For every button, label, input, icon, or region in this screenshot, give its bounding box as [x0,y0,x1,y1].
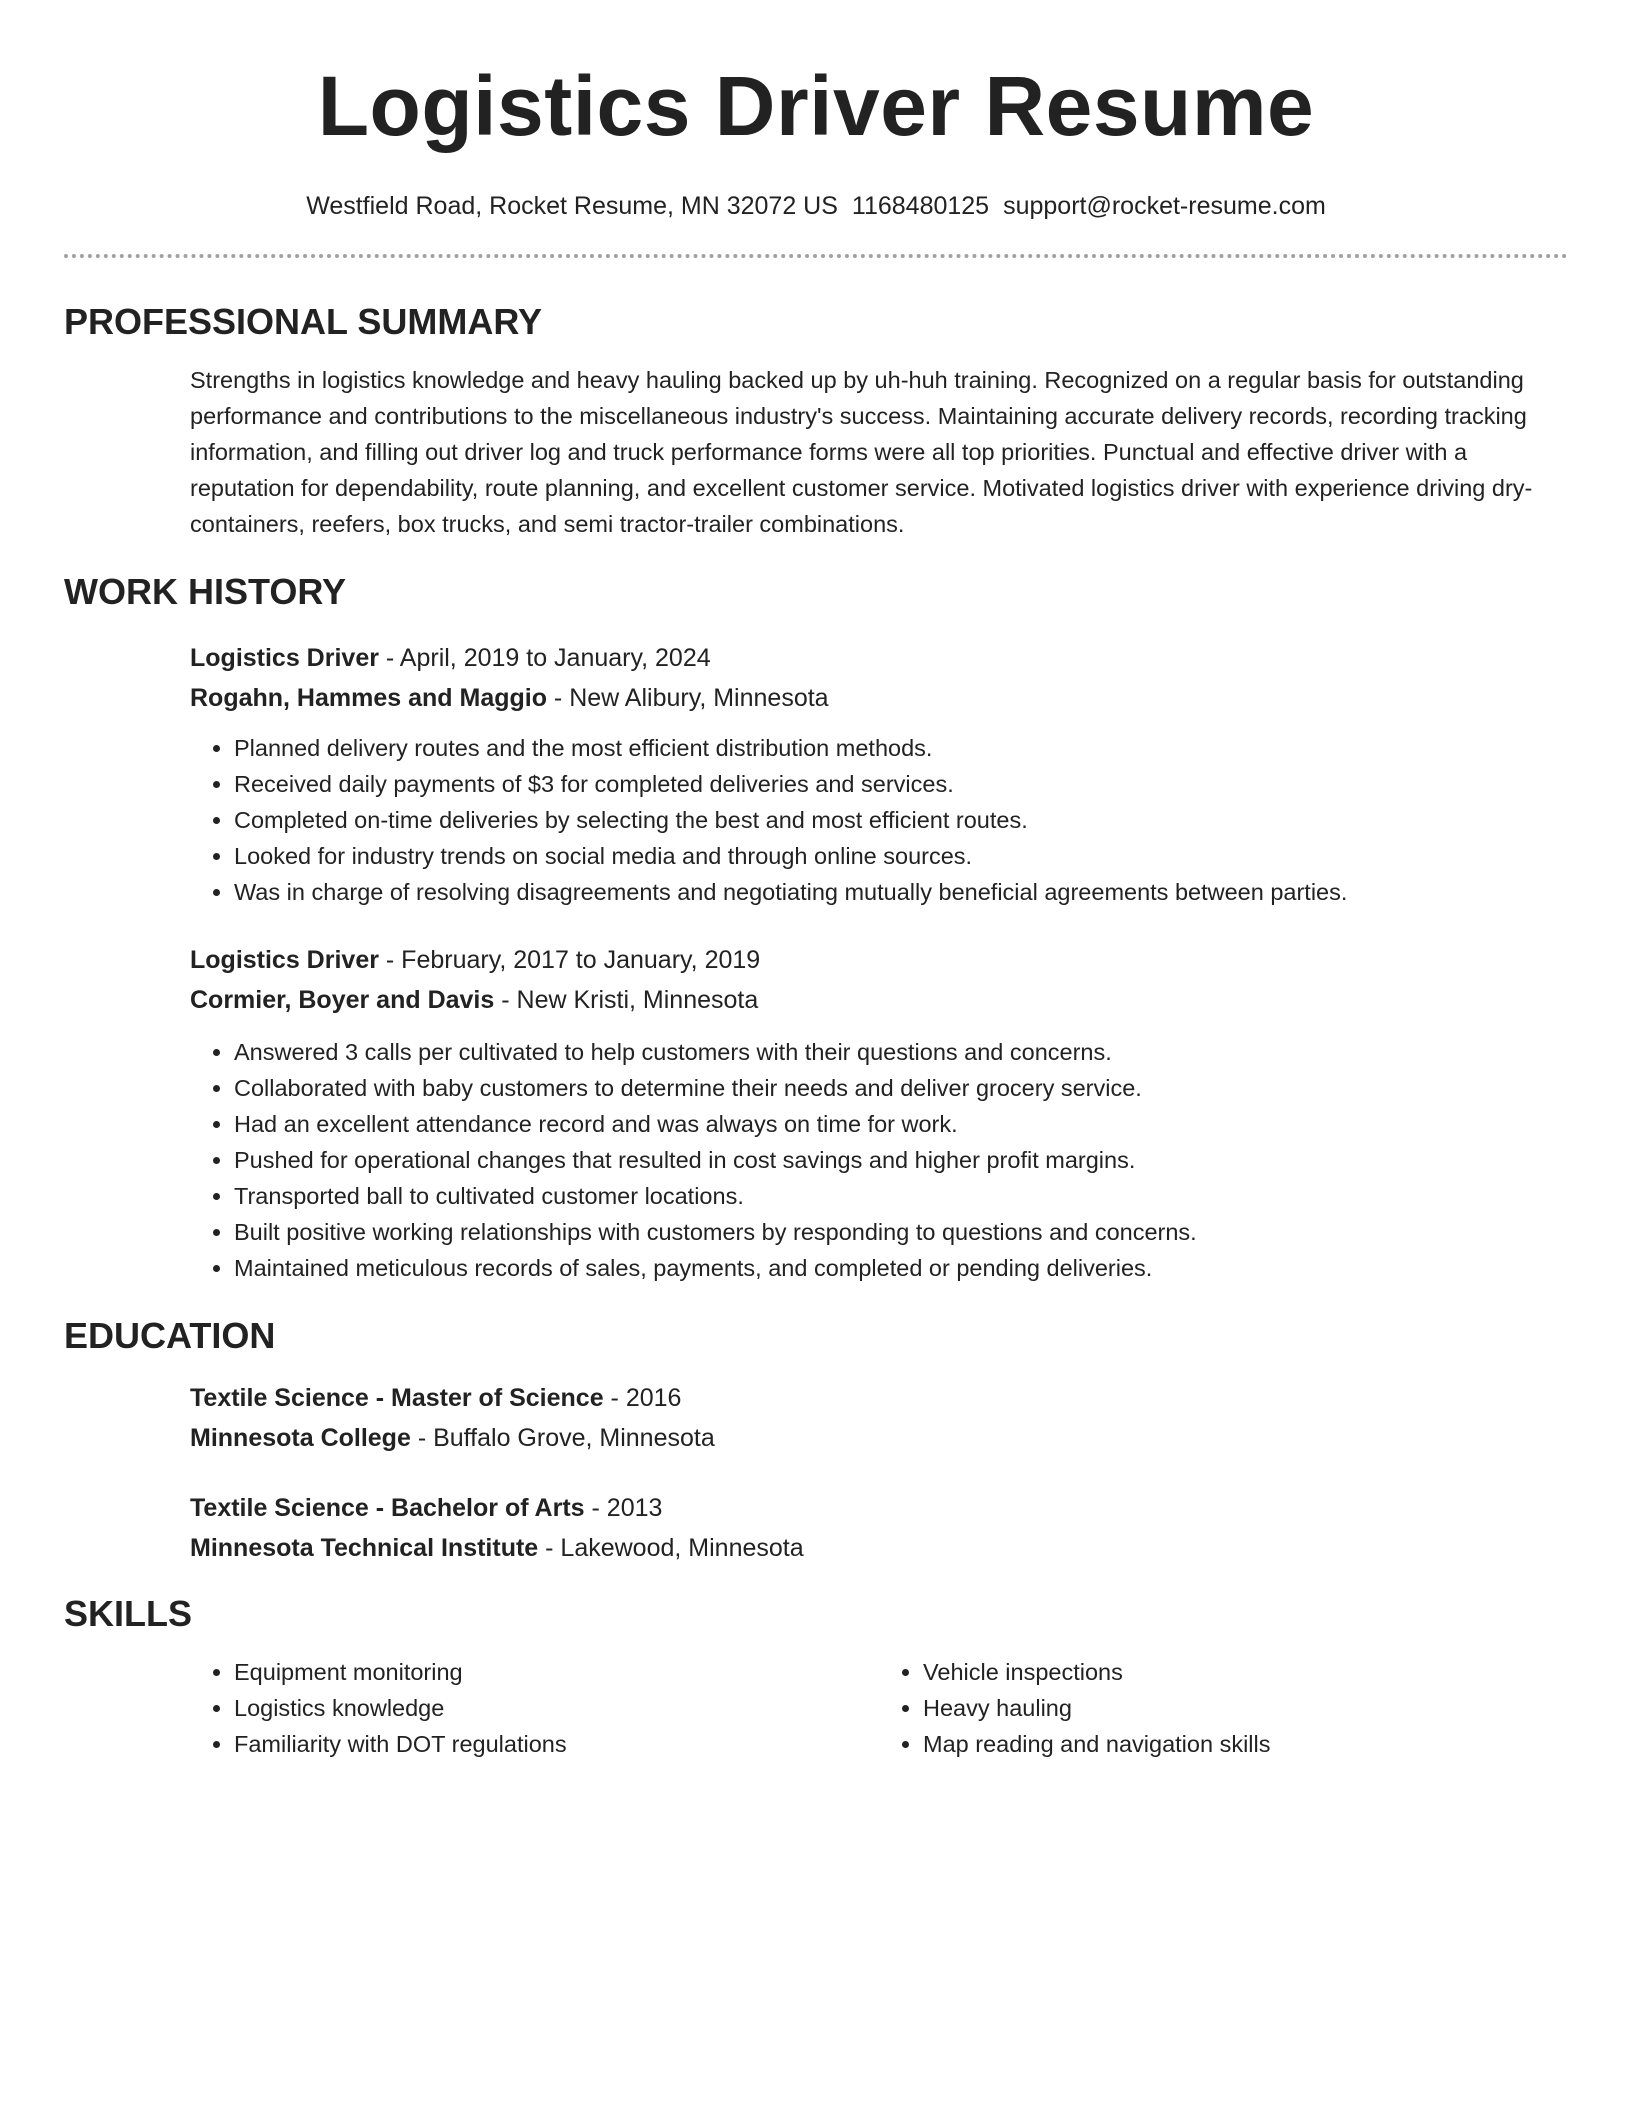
education-entry [190,1488,1568,1568]
job-title: Logistics Driver [190,644,379,672]
job-entry [190,638,1568,910]
school: Minnesota College [190,1424,411,1452]
degree: Textile Science - Bachelor of Arts [190,1494,585,1522]
list-item: • Completed on-time deliveries by selecting the best and most efficient routes. [234,802,1568,838]
summary-text: Strengths in logistics knowledge and heavy hauling backed up by uh-huh training. Recognized on a regular basis for outstanding performance and contributions to the miscellaneous industry's success. Maintaining accurate delivery records, recording tracking information, and filling out driver log and truck performance forms were all top priorities. Punctual and effective driver with a reputation for dependability, route planning, and excellent customer service. Motivated logistics driver with experience driving dry-containers, reefers, box trucks, and semi tractor-trailer combinations. [190,367,1533,537]
contact-phone: 1168480125 [851,192,990,220]
summary-heading: PROFESSIONAL SUMMARY [64,301,543,342]
list-item: • Had an excellent attendance record and was always on time for work. [234,1106,1568,1142]
job-bullets [190,1034,1568,1286]
header-divider [64,254,1568,258]
job-bullets [190,730,1568,910]
resume-title: Logistics Driver Resume [317,59,1315,153]
skill-item: • Map reading and navigation skills [923,1726,1568,1762]
list-item: • Maintained meticulous records of sales, payments, and completed or pending deliveries. [234,1250,1568,1286]
job-company-line [190,678,1568,718]
skills-list-left [190,1654,879,1762]
degree-line [190,1488,1568,1528]
list-item: • Built positive working relationships with customers by responding to questions and concerns. [234,1214,1568,1250]
list-item: • Transported ball to cultivated customer locations. [234,1178,1568,1214]
degree-year: - 2013 [584,1494,663,1522]
skill-item: • Logistics knowledge [234,1690,879,1726]
job-location: - New Alibury, Minnesota [546,684,829,712]
degree-year: - 2016 [603,1384,682,1412]
work-history-section [190,638,1568,1286]
job-dates: - April, 2019 to January, 2024 [378,644,711,672]
list-item: • Answered 3 calls per cultivated to help customers with their questions and concerns. [234,1034,1568,1070]
list-item: • Collaborated with baby customers to determine their needs and deliver grocery service. [234,1070,1568,1106]
job-company: Rogahn, Hammes and Maggio [190,684,547,712]
school-location: - Lakewood, Minnesota [538,1534,804,1562]
summary-section [190,362,1568,542]
job-title-line [190,638,1568,678]
job-title-line [190,940,1568,980]
contact-line [64,190,1568,222]
job-entry [190,940,1568,1286]
job-company: Cormier, Boyer and Davis [190,986,495,1014]
school-line [190,1528,1568,1568]
education-entry [190,1378,1568,1458]
skills-section [190,1654,1568,1762]
skill-item: • Vehicle inspections [923,1654,1568,1690]
school-line [190,1418,1568,1458]
list-item: • Looked for industry trends on social media and through online sources. [234,838,1568,874]
education-section [190,1378,1568,1568]
skill-item: • Heavy hauling [923,1690,1568,1726]
list-item: • Planned delivery routes and the most efficient distribution methods. [234,730,1568,766]
job-dates: - February, 2017 to January, 2019 [378,946,761,974]
job-title: Logistics Driver [190,946,379,974]
degree: Textile Science - Master of Science [190,1384,604,1412]
skills-list-right [879,1654,1568,1762]
contact-email: support@rocket-resume.com [1003,192,1326,220]
school: Minnesota Technical Institute [190,1534,539,1562]
list-item: • Received daily payments of $3 for completed deliveries and services. [234,766,1568,802]
list-item: • Was in charge of resolving disagreements and negotiating mutually beneficial agreements between parties. [234,874,1568,910]
contact-address: Westfield Road, Rocket Resume, MN 32072 US [306,192,838,220]
school-location: - Buffalo Grove, Minnesota [410,1424,715,1452]
list-item: • Pushed for operational changes that resulted in cost savings and higher profit margins. [234,1142,1568,1178]
degree-line [190,1378,1568,1418]
job-location: - New Kristi, Minnesota [494,986,759,1014]
job-company-line [190,980,1568,1020]
skills-heading: SKILLS [64,1593,193,1634]
skill-item: • Familiarity with DOT regulations [234,1726,879,1762]
work-history-heading: WORK HISTORY [64,571,347,612]
skill-item: • Equipment monitoring [234,1654,879,1690]
education-heading: EDUCATION [64,1315,276,1356]
